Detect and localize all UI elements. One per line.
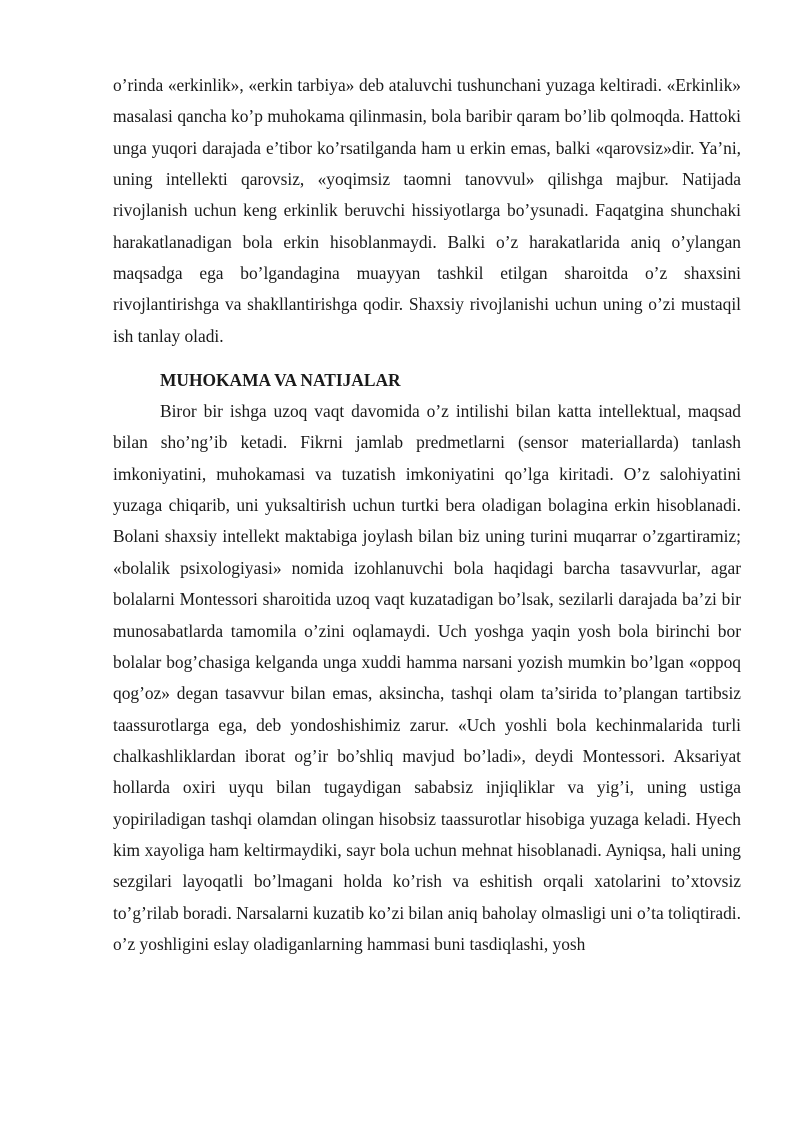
body-paragraph-1: o’rinda «erkinlik», «erkin tarbiya» deb ataluvchi tushunchani yuzaga keltiradi. «Erkinlik» masalasi qancha ko’p muhokama qilinmasin, bola baribir qaram bo’lib qolmoqda. Hattoki unga yuqori darajada e’tibor ko’rsatilganda ham u erkin emas, balki «qarovsiz»dir. Ya’ni, uning intellekti qarovsiz, «yoqimsiz taomni tanovvul» qilishga majbur. Natijada rivojlanish uchun keng erkinlik beruvchi hissiyotlarga bo’ysunadi. Faqatgina shunchaki harakatlanadigan bola erkin hisoblanmaydi. Balki o’z harakatlarida aniq o’ylangan maqsadga ega bo’lgandagina muayyan tashkil etilgan sharoitda o’z shaxsini rivojlantirishga va shakllantirishga qodir. Shaxsiy rivojlanishi uchun uning o’zi mustaqil ish tanlay oladi. — [113, 75, 741, 346]
body-paragraph-2: Biror bir ishga uzoq vaqt davomida o’z intilishi bilan katta intellektual, maqsad bilan sho’ng’ib ketadi. Fikrni jamlab predmetlarni (sensor materiallarda) tanlash imkoniyatini, muhokamasi va tuzatish imkoniyatini qo’lga kiritadi. O’z salohiyatini yuzaga chiqarib, uni yuksaltirish uchun turtki bera oladigan bolagina erkin hisoblanadi. Bolani shaxsiy intellekt maktabiga joylash bilan biz uning turini muqarrar o’zgartiramiz; «bolalik psixologiyasi» nomida izohlanuvchi bola haqidagi barcha tasavvurlar, agar bolalarni Montessori sharoitida uzoq vaqt kuzatadigan bo’lsak, sezilarli darajada ba’zi bir munosabatlarda tamomila o’zini oqlamaydi. Uch yoshga yaqin yosh bola birinchi bor bolalar bog’chasiga kelganda unga xuddi hamma narsani yozish mumkin bo’lgan «oppoq qog’oz» degan tasavvur bilan emas, aksincha, tashqi olam ta’sirida to’plangan tartibsiz taassurotlarga ega, deb yondoshishimiz zarur. «Uch yoshli bola kechinmalarida turli chalkashliklardan iborat og’ir bo’shliq mavjud bo’ladi», deydi Montessori. Aksariyat hollarda oxiri uyqu bilan tugaydigan sababsiz injiqliklar va yig’i, uning ustiga yopiriladigan tashqi olamdan olingan hisobsiz taassurotlar hisobiga yuzaga keladi. Hyech kim xayoliga ham keltirmaydiki, sayr bola uchun mehnat hisoblanadi. Ayniqsa, hali uning sezgilari layoqatli bo’lmagani holda ko’rish va eshitish orqali xatolarini to’xtovsiz to’g’rilab boradi. Narsalarni kuzatib ko’zi bilan aniq baholay olmasligi uni o’ta toliqtiradi. o’z yoshligini eslay oladiganlarning hammasi buni tasdiqlashi, yosh — [113, 401, 741, 954]
section-heading: MUHOKAMA VA NATIJALAR — [160, 370, 401, 391]
document-page — [113, 70, 741, 960]
